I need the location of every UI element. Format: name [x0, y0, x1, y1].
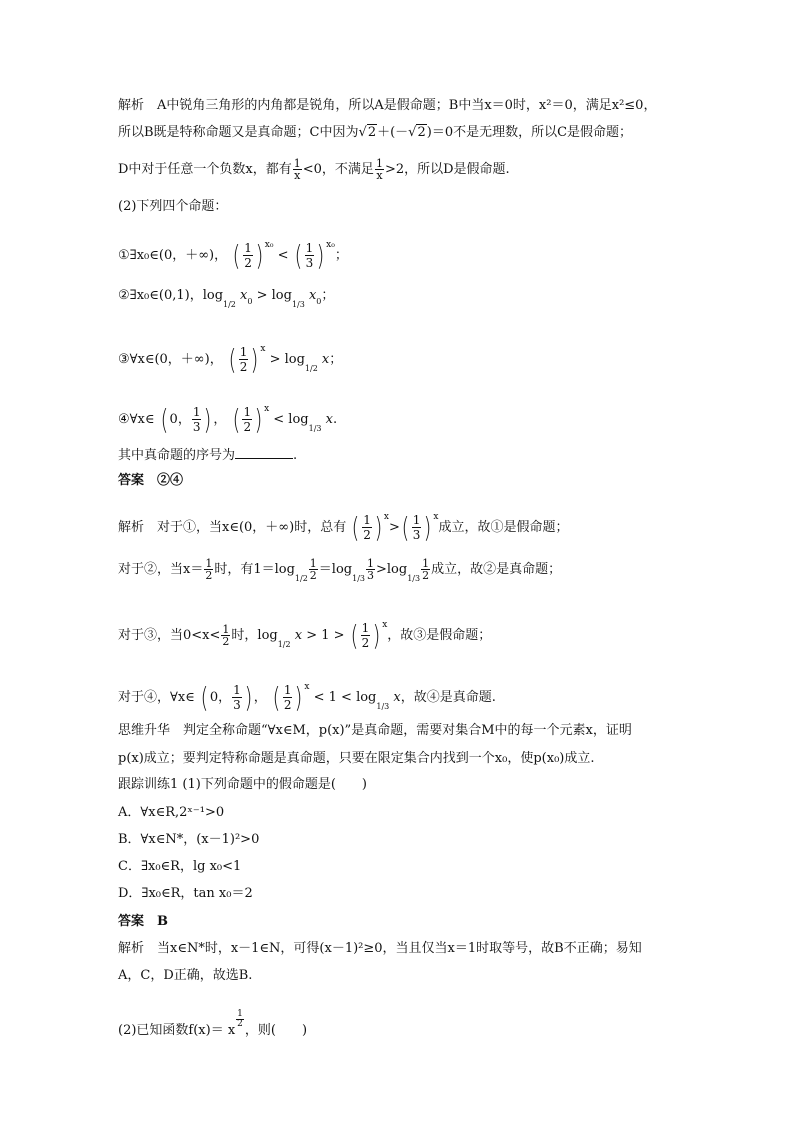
answer-2: 答案 ②④ [118, 473, 184, 488]
answer-blank [235, 446, 293, 459]
practice-title: 跟踪训练1 (1)下列命题中的假命题是( ) [118, 777, 367, 792]
option-b: B．∀x∈N*，(x－1)²>0 [118, 832, 260, 847]
question-intro: (2)下列四个命题： [118, 199, 228, 214]
summary-line-1: 思维升华 判定全称命题“∀x∈M，p(x)”是真命题，需要对集合M中的每一个元素x，证明 [118, 723, 632, 738]
proposition-3: ③∀x∈(0，＋∞)， ( $\frac{1}{2}$ ) $^x > \log_{1/2} x$； [118, 342, 343, 376]
option-a: A．∀x∈R,2ˣ⁻¹>0 [118, 805, 225, 820]
analysis-2-line-3: 对于③，当0<x< $\frac{1}{2}$ 时，$\log_{1/2} x > 1$ > ( $\frac{1}{2}$ ) $^x$，故③是假命题； [118, 618, 492, 652]
practice-analysis-2: A，C，D正确，故选B. [118, 968, 253, 983]
analysis-2-line-1: 解析 对于①，当x∈(0，＋∞)时，总有 ( $\frac{1}{2}$ ) $^x$>( $\frac{1}{3}$ ) $^x$成立，故①是假命题； [118, 510, 569, 544]
question-blank: 其中真命题的序号为 . [118, 448, 298, 463]
proposition-4: ④∀x∈ ( 0， $\frac{1}{3}$ ) ， ( $\frac{1}{2}$ ) $^x < \log_{1/3} x$. [118, 402, 338, 436]
option-d: D．∃x₀∈R，tan x₀＝2 [118, 886, 253, 901]
practice-analysis-1: 解析 当x∈N*时，x－1∈N，可得(x－1)²≥0，当且仅当x＝1时取等号，故B不正确；易知 [118, 941, 642, 956]
summary-line-2: p(x)成立；要判定特称命题是真命题，只要在限定集合内找到一个x₀，使p(x₀)成立. [118, 751, 595, 766]
answer-practice: 答案 B [118, 914, 168, 929]
analysis-line-3: D中对于任意一个负数x，都有 $\frac{1}{x}$ <0，不满足 $\frac{1}{x}$ >2，所以D是假命题. [118, 157, 510, 182]
proposition-1: ①∃x₀∈(0，＋∞)， ( $\frac{1}{2}$ ) $^{x_0}$ < ( $\frac{1}{3}$ ) $^{x_0}$； [118, 238, 348, 272]
next-question: (2)已知函数f(x)＝ x $^{\frac{1}{2}}$ ，则( ) [118, 1009, 308, 1038]
proposition-2: ②∃x₀∈(0,1)，$\log_{1/2} x_0 > \log_{1/3} x_0$； [118, 288, 335, 309]
analysis-line-1: 解析 A中锐角三角形的内角都是锐角，所以A是假命题；B中当x＝0时，x²＝0，满足x²≤0， [118, 98, 657, 113]
analysis-2-line-4: 对于④，∀x∈ ( 0， $\frac{1}{3}$ ) ， ( $\frac{1}{2}$ ) $^x < 1 < \log_{1/3} x$，故④是真命题. [118, 680, 496, 714]
option-c: C．∃x₀∈R，lg x₀<1 [118, 859, 242, 874]
analysis-2-line-2: 对于②，当x＝ $\frac{1}{2}$ 时，有$1=\log_{1/2}$ $\frac{1}{2}$ $=\log_{1/3}$ $\frac{1}{3}$ $>\log_{1/3}$ $\frac{1}{2}$ 成立，故②是真命题； [118, 557, 562, 583]
analysis-line-2: 所以B既是特称命题又是真命题；C中因为√2＋(－√2)＝0不是无理数，所以C是假命题； [118, 125, 633, 140]
